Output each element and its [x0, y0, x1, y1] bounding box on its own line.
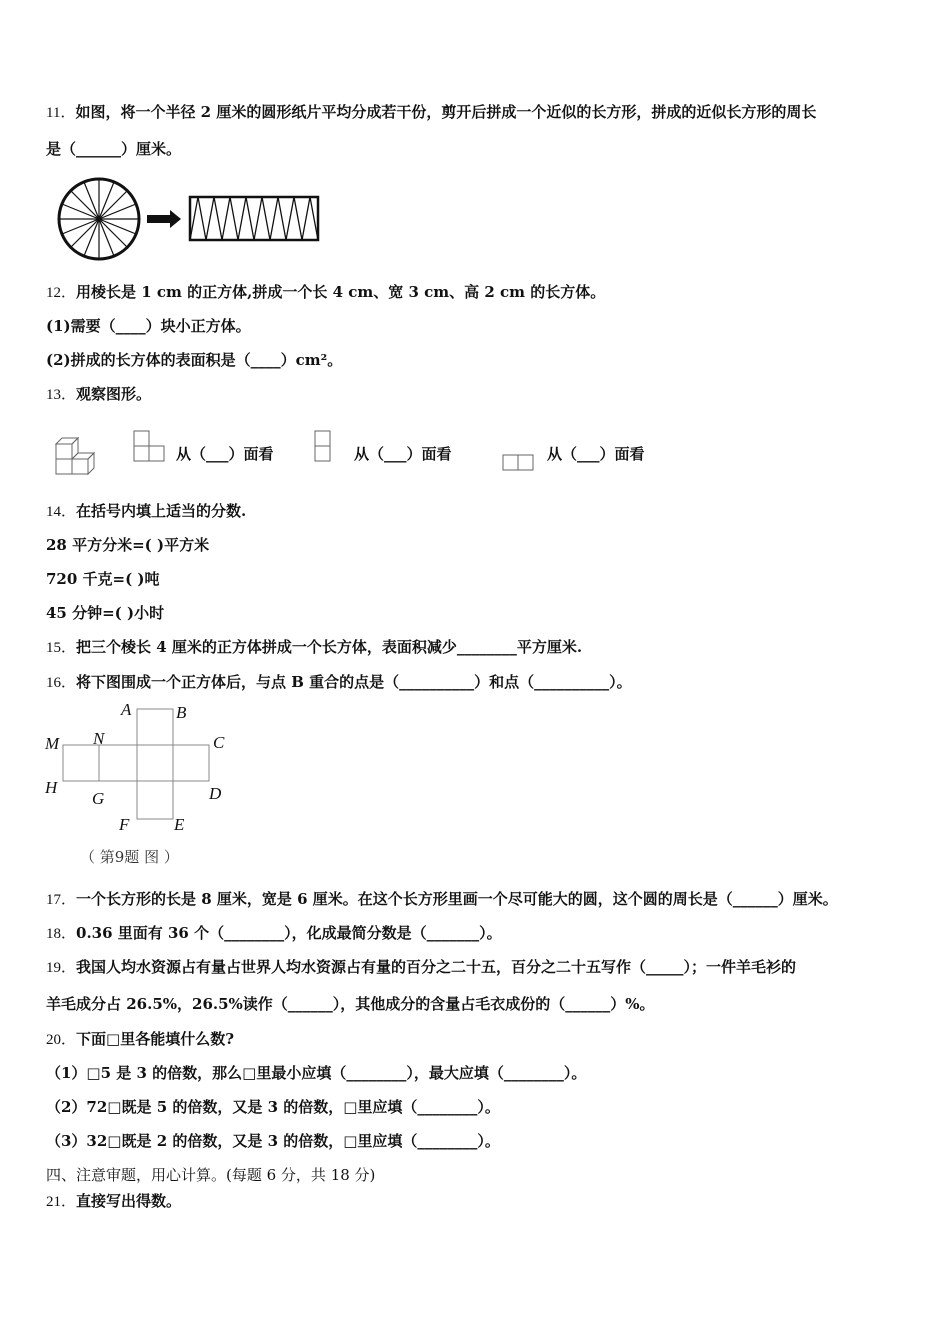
q18-text: 18．0.36 里面有 36 个（________），化成最简分数是（_______）。 [46, 924, 502, 942]
net-label-n: N [93, 729, 105, 748]
net-label-m: M [45, 734, 60, 753]
q20-sub1: （1）□5 是 3 的倍数，那么□里最小应填（________），最大应填（________）。 [46, 1064, 587, 1082]
view-label-2: 从（___）面看 [354, 445, 452, 463]
view-shape-1 [133, 430, 167, 464]
view-shape-2 [313, 430, 333, 464]
view-shape-3 [502, 453, 536, 473]
q12-sub2: (2)拼成的长方体的表面积是（____）cm²。 [46, 351, 343, 369]
q20-text: 20．下面□里各能填什么数? [46, 1030, 234, 1048]
q19-line2: 羊毛成分占 26.5%，26.5%读作（______），其他成分的含量占毛衣成份的（______）%。 [46, 995, 655, 1013]
q20-sub2: （2）72□既是 5 的倍数，又是 3 的倍数，□里应填（________）。 [46, 1098, 500, 1116]
section-4-heading: 四、注意审题，用心计算。(每题 6 分，共 18 分) [46, 1166, 376, 1184]
net-label-b: B [176, 703, 187, 722]
net-label-g: G [92, 789, 105, 808]
cube-net-figure [60, 705, 220, 825]
view-label-3: 从（___）面看 [547, 445, 645, 463]
q13-text: 13．观察图形。 [46, 385, 152, 403]
figure-caption: （ 第9题 图 ） [80, 848, 179, 866]
q15-text: 15．把三个棱长 4 厘米的正方体拼成一个长方体，表面积减少________平方厘米. [46, 638, 583, 656]
cube-stack-figure [52, 434, 100, 476]
view-label-1: 从（___）面看 [176, 445, 274, 463]
net-label-e: E [174, 815, 185, 834]
q14-c: 45 分钟=( )小时 [46, 604, 165, 622]
circle-to-rectangle-figure [55, 175, 325, 265]
net-label-d: D [209, 784, 222, 803]
q11-line1: 11．如图，将一个半径 2 厘米的圆形纸片平均分成若干份，剪开后拼成一个近似的长方形，拼成的近似长方形的周长 [46, 103, 817, 121]
q21-text: 21．直接写出得数。 [46, 1192, 182, 1210]
q20-sub3: （3）32□既是 2 的倍数，又是 3 的倍数，□里应填（________）。 [46, 1132, 500, 1150]
net-label-h: H [45, 778, 58, 797]
q12-text: 12．用棱长是 1 cm 的正方体,拼成一个长 4 cm、宽 3 cm、高 2 cm 的长方体。 [46, 283, 606, 301]
net-label-c: C [213, 733, 225, 752]
q14-a: 28 平方分米=( )平方米 [46, 536, 210, 554]
q14-b: 720 千克=( )吨 [46, 570, 160, 588]
q19-line1: 19．我国人均水资源占有量占世界人均水资源占有量的百分之二十五，百分之二十五写作（_____）；一件羊毛衫的 [46, 958, 797, 976]
q12-sub1: (1)需要（____）块小正方体。 [46, 317, 251, 335]
net-label-a: A [121, 700, 132, 719]
q16-text: 16．将下图围成一个正方体后，与点 B 重合的点是（__________）和点（__________）。 [46, 673, 632, 691]
net-label-f: F [119, 815, 130, 834]
q14-text: 14．在括号内填上适当的分数. [46, 502, 247, 520]
q17-text: 17．一个长方形的长是 8 厘米，宽是 6 厘米。在这个长方形里画一个尽可能大的圆，这个圆的周长是（______）厘米。 [46, 890, 838, 908]
q11-line2: 是（______）厘米。 [46, 140, 182, 158]
